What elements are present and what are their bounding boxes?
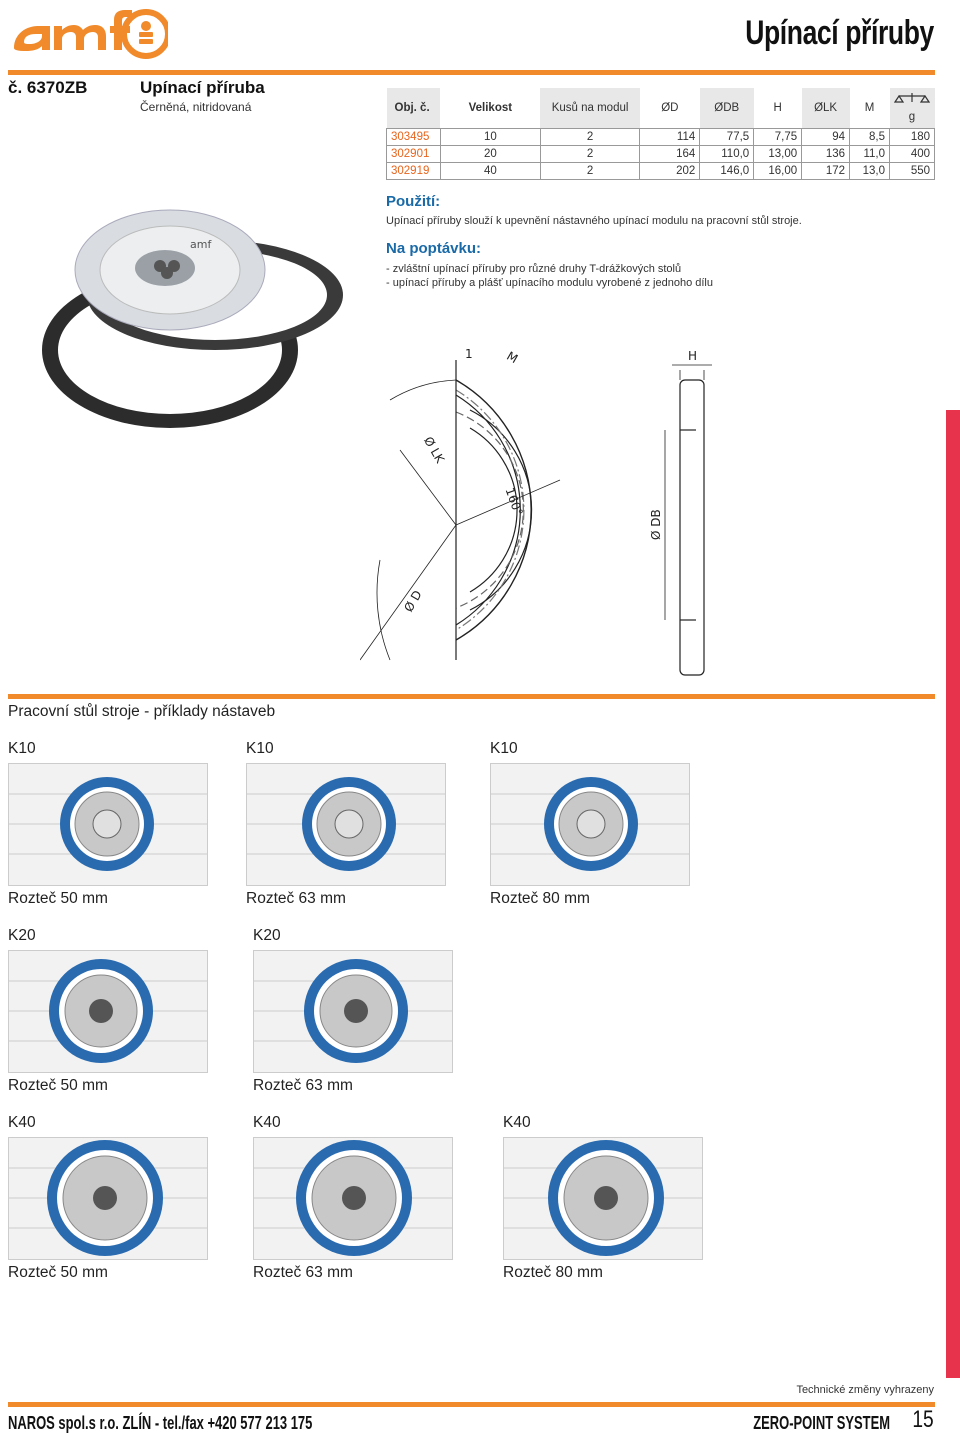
table-cell: 400 [890,145,935,162]
table-row [387,162,935,179]
table-cell: 136 [802,145,850,162]
example-tile [490,763,690,886]
table-cell: 10 [440,128,540,145]
product-photo [40,200,350,435]
inquiry-heading: Na poptávku: [386,240,482,257]
example-tile [246,763,446,886]
scale-icon [894,92,930,108]
table-cell: 550 [890,162,935,179]
table-cell: 2 [540,162,640,179]
flange-example-image [254,951,453,1073]
example-tile [8,1137,208,1260]
table-cell: 172 [802,162,850,179]
product-number: č. 6370ZB [8,78,88,97]
table-cell: 302919 [387,162,441,179]
footer-divider [8,1402,935,1407]
example-caption: Rozteč 80 mm [503,1264,603,1281]
usage-heading: Použití: [386,193,441,210]
product-name: Upínací příruba [140,78,265,97]
table-cell: 110,0 [700,145,754,162]
size-label-k10: K10 [246,740,274,757]
flange-example-image [9,764,208,886]
col-header: Kusů na modul [540,88,640,128]
technical-drawing [360,340,740,685]
size-label-k10: K10 [8,740,36,757]
example-caption: Rozteč 63 mm [253,1264,353,1281]
flange-example-image [504,1138,703,1260]
example-tile [253,1137,453,1260]
examples-title: Pracovní stůl stroje - příklady nástaveb [8,703,276,720]
table-cell: 146,0 [700,162,754,179]
col-header: Obj. č. [387,88,441,128]
size-label-k10: K10 [490,740,518,757]
table-row [387,128,935,145]
spec-table [386,88,935,180]
flange-example-image [9,951,208,1073]
footer-company: NAROS spol.s r.o. ZLÍN - tel./fax +420 577 213 175 [8,1413,313,1433]
example-tile [8,950,208,1073]
col-header: ØLK [802,88,850,128]
label-lk: Ø LK [421,434,448,466]
example-caption: Rozteč 63 mm [246,890,346,907]
size-label-k40: K40 [8,1114,36,1131]
table-cell: 180 [890,128,935,145]
header-divider [8,70,935,75]
table-cell: 40 [440,162,540,179]
section-divider [8,694,935,699]
page-number: 15 [912,1406,934,1433]
label-d: Ø D [401,587,425,615]
usage-text: Upínací příruby slouží k upevnění nástavného upínací modulu na pracovní stůl stroje. [386,215,802,227]
col-header: M [864,101,875,114]
amf-logo [8,4,168,62]
size-label-k20: K20 [253,927,281,944]
table-cell: 302901 [387,145,441,162]
flange-example-image [491,764,690,886]
table-cell: 2 [540,128,640,145]
table-cell: 20 [440,145,540,162]
table-cell: 13,00 [754,145,802,162]
size-label-k20: K20 [8,927,36,944]
table-cell: 164 [640,145,700,162]
flange-example-image [254,1138,453,1260]
size-label-k40: K40 [253,1114,281,1131]
flange-example-image [9,1138,208,1260]
table-cell: 8,5 [850,128,890,145]
table-cell: 114 [640,128,700,145]
weight-col-header [890,88,935,128]
col-header: ØD [661,101,679,114]
col-header: H [773,101,782,114]
example-tile [8,763,208,886]
example-caption: Rozteč 80 mm [490,890,590,907]
page-title: Upínací příruby [745,14,934,52]
table-cell: 16,00 [754,162,802,179]
table-cell: 303495 [387,128,441,145]
product-subtitle: Černěná, nitridovaná [140,100,252,114]
table-cell: 77,5 [700,128,754,145]
label-1: 1 [465,347,473,361]
table-cell: 13,0 [850,162,890,179]
svg-text:amf: amf [190,238,212,251]
example-tile [253,950,453,1073]
inquiry-line: - zvláštní upínací příruby pro různé druhy T-drážkových stolů [386,263,682,275]
table-row [387,145,935,162]
col-header: ØDB [700,88,754,128]
label-m: M [504,348,521,367]
example-caption: Rozteč 50 mm [8,1264,108,1281]
example-caption: Rozteč 50 mm [8,1077,108,1094]
footer-system: ZERO-POINT SYSTEM [753,1413,890,1433]
col-header: Velikost [468,101,513,114]
table-cell: 7,75 [754,128,802,145]
label-db: Ø DB [649,509,663,540]
side-accent-bar [946,410,960,1378]
size-label-k40: K40 [503,1114,531,1131]
label-angle: 160° [502,485,526,518]
example-caption: Rozteč 63 mm [253,1077,353,1094]
weight-unit: g [908,111,916,124]
flange-example-image [247,764,446,886]
inquiry-line: - upínací příruby a plášť upínacího modulu vyrobené z jednoho dílu [386,277,713,289]
label-h: H [688,349,698,363]
tech-note: Technické změny vyhrazeny [796,1384,934,1396]
table-cell: 2 [540,145,640,162]
table-cell: 94 [802,128,850,145]
example-tile [503,1137,703,1260]
table-cell: 11,0 [850,145,890,162]
table-cell: 202 [640,162,700,179]
example-caption: Rozteč 50 mm [8,890,108,907]
